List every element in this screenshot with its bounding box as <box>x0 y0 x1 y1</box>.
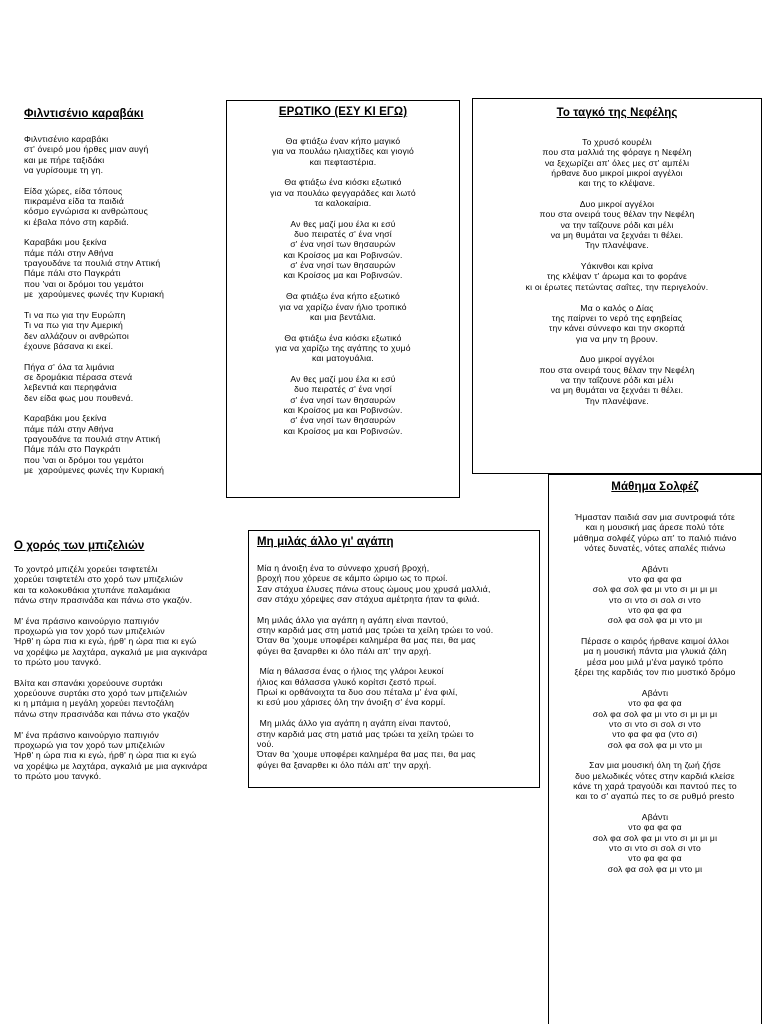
song-lyrics: Ήμασταν παιδιά σαν μια συντροφιά τότε και η μουσική μας άρεσε πολύ τότε μάθημα σολφέζ γύρω απ' το παλιό πιάνο νότες δυνατές, νότες απαλές πιάνω Αβάντι ντο φα φα φα σολ φα σολ φα μι ντο σι μι μι μι ντο σι ντο σι σολ σι ντο ντο φα φα φα σολ φα σολ φα μι ντο μι Πέρασε ο καιρός ήρθανε καιμοί άλλοι μα η μουσική πάντα μια γλυκιά ζάλη μέσα μου μιλά μ'ένα μαγικό τρόπο ξέρει της καρδιάς τον πιο μυστικό δρόμο Αβάντι ντο φα φα φα σολ φα σολ φα μι ντο σι μι μι μι ντο σι ντο σι σολ σι ντο ντο φα φα φα (ντο σι) σολ φα σολ φα μι ντο μι Σαν μια μουσική όλη τη ζωή ζήσε δυο μελωδικές νότες στην καρδιά κλείσε κάνε τη χαρά τραγούδι και παντού πες το και το σ' αγαπώ πες το σε ρυθμό presto Αβάντι ντο φα φα φα σολ φα σολ φα μι ντο σι μι μι μι ντο σι ντο σι σολ σι ντο ντο φα φα φα σολ φα σολ φα μι ντο μι <box>573 512 737 874</box>
song-mi-milas-allo <box>248 530 540 788</box>
song-title: ΕΡΩΤΙΚΟ (ΕΣΥ ΚΙ ΕΓΩ) <box>278 106 408 118</box>
song-filtisenio-karavaki <box>24 108 224 475</box>
song-xoros-mpizelion <box>14 540 244 781</box>
song-lyrics: Το χρυσό κουρέλι που στα μαλλιά της φόραγε η Νεφέλη να ξεχωρίζει απ' όλες μες στ' αμπέλι ήρθανε δυο μικροί μικροί αγγέλοι και της το κλέψανε. Δυο μικροί αγγέλοι που στα ονειρά τους θέλαν την Νεφέλη να την ταΐζουνε ρόδι και μέλι να μη θυμάται να ξεχνάει τι θέλει. Την πλανέψανε. Υάκινθοι και κρίνα της κλέψαν τ' άρωμα και το φοράνε κι οι έρωτες πετώντας σαΐτες, την περιγελούν. Μα ο καλός ο Δίας της παίρνει το νερό της εφηβείας την κάνει σύννεφο και την σκορπά για να μην τη βρουν. Δυο μικροί αγγέλοι που στα ονειρά τους θέλαν την Νεφέλη να την ταΐζουνε ρόδι και μέλι να μη θυμάται να ξεχνάει τι θέλει. Την πλανέψανε. <box>525 137 709 406</box>
song-title: Μη μιλάς άλλο γι' αγάπη <box>257 536 394 548</box>
song-title: Φιλντισένιο καραβάκι <box>24 108 144 120</box>
song-erotiko <box>226 100 460 498</box>
song-tango-nefelis <box>472 98 762 474</box>
song-lyrics: Μία η άνοιξη ένα το σύννεφο χρυσή βροχή, βροχή που χόρευε σε κάμπο ώριμο ως το πρωί. Σαν στάχυα έλυσες πάνω στους ώμους μου χρυσά μαλλιά, σαν στάχυ χόρεψες σαν στάχυα αμέτρητα ήταν τα φιλιά. Μη μιλάς άλλο για αγάπη η αγάπη είναι παντού, στην καρδιά μας στη ματιά μας τρώει τα χείλη τρώει το νού. Όταν θα 'χουμε υποφέρει καλημέρα θα μας πει, θα μας φύγει θα ξαναρθει κι όλο πάλι απ' την αρχή. Μία η θάλασσα ένας ο ήλιος της γλάροι λευκοί ήλιος και θάλασσα γλυκό κορίτσι ζεστό πρωί. Πρωί κι ορθάνοιχτα τα δυο σου πέταλα μ' ένα φιλί, κι εσύ μου χάρισες όλη την άνοιξη σ' ένα κορμί. Μη μιλάς άλλο για αγάπη η αγάπη είναι παντού, στην καρδιά μας στη ματιά μας τρώει τα χείλη τρώει το νού. Όταν θα 'χουμε υποφέρει καλημέρα θα μας πει, θα μας φύγει θα ξαναρθει κι όλο πάλι απ' την αρχή. <box>257 563 494 770</box>
song-title: Μάθημα Σολφέζ <box>611 481 699 493</box>
song-lyrics: Θα φτιάξω έναν κήπο μαγικό για να πουλάω ηλιαχτίδες και γιογιό και πεφταστέρια. Θα φτιάξω ένα κιόσκι εξωτικό για να πουλάω φεγγαράδες και λωτό τα καλοκαίρια. Αν θες μαζί μου έλα κι εσύ δυο πειρατές σ' ένα νησί σ' ένα νησί των θησαυρών και Κροίσος μα και Ροβινσών. σ' ένα νησί των θησαυρών και Κροίσος μα και Ροβινσών. Θα φτιάξω ένα κήπο εξωτικό για να χαρίζω έναν ήλιο τροπικό και μια βεντάλια. Θα φτιάξω ένα κιόσκι εξωτικό για να χαρίζω της αγάπης το χυμό και ματογυάλια. Αν θες μαζί μου έλα κι εσύ δυο πειρατές σ' ένα νησί σ' ένα νησί των θησαυρών και Κροίσος μα και Ροβινσών. σ' ένα νησί των θησαυρών και Κροίσος μα και Ροβινσών. <box>270 136 416 436</box>
song-lyrics: Το χοντρό μπιζέλι χορεύει τσιφτετέλι χορεύει τσιφτετέλι στο χορό των μπιζελιών και τα κολοκυθάκια χτυπάνε παλαμάκια πάνω στην πρασινάδα και πάνω στο γκαζόν. Μ' ένα πράσινο καινούργιο παπιγιόν προχωρώ για τον χορό των μπιζελιών Ήρθ' η ώρα πια κι εγώ, ήρθ' η ώρα πια κι εγώ να χορέψω με λαχτάρα, αγκαλιά με μια αγκινάρα το πρώτο μου τανγκό. Βλίτα και σπανάκι χορεύουνε συρτάκι χορεύουνε συρτάκι στο χορό των μπιζελιών κι η μπάμια η μεγάλη χορεύει πεντοζάλη πάνω στην πρασινάδα και πάνω στο γκαζόν Μ' ένα πράσινο καινούργιο παπιγιόν προχωρώ για τον χορό των μπιζελιών Ήρθ' η ώρα πια κι εγώ, ήρθ' η ώρα πια κι εγώ να χορέψω με λαχτάρα, αγκαλιά με μια αγκινάρα το πρώτο μου τανγκό. <box>14 564 208 781</box>
song-title: Το ταγκό της Νεφέλης <box>556 107 678 119</box>
song-title: Ο χορός των μπιζελιών <box>14 540 145 552</box>
song-lyrics: Φιλντισένιο καραβάκι στ' όνειρό μου ήρθες μιαν αυγή και με πήρε ταξιδάκι να γυρίσουμε τη γη. Είδα χώρες, είδα τόπους πικραμένα είδα τα παιδιά κόσμο εγνώρισα κι ανθρώπους κι έβαλα πόνο στη καρδιά. Καραβάκι μου ξεκίνα πάμε πάλι στην Αθήνα τραγουδάνε τα πουλιά στην Αττική Πάμε πάλι στο Παγκράτι που 'ναι οι δρόμοι του γεμάτοι με χαρούμενες φωνές την Κυριακή Τι να πω για την Ευρώπη Τι να πω για την Αμερική δεν αλλάζουν οι ανθρώποι έχουνε βάσανα κι εκεί. Πήγα σ' όλα τα λιμάνια σε δρομάκια πέρασα στενά λεβεντιά και περηφάνια δεν είδα φως μου πουθενά. Καραβάκι μου ξεκίνα πάμε πάλι στην Αθήνα τραγουδάνε τα πουλιά στην Αττική Πάμε πάλι στο Παγκράτι που 'ναι οι δρόμοι του γεμάτοι με χαρούμενες φωνές την Κυριακή <box>24 134 165 475</box>
song-mathima-solfez <box>548 474 762 1024</box>
